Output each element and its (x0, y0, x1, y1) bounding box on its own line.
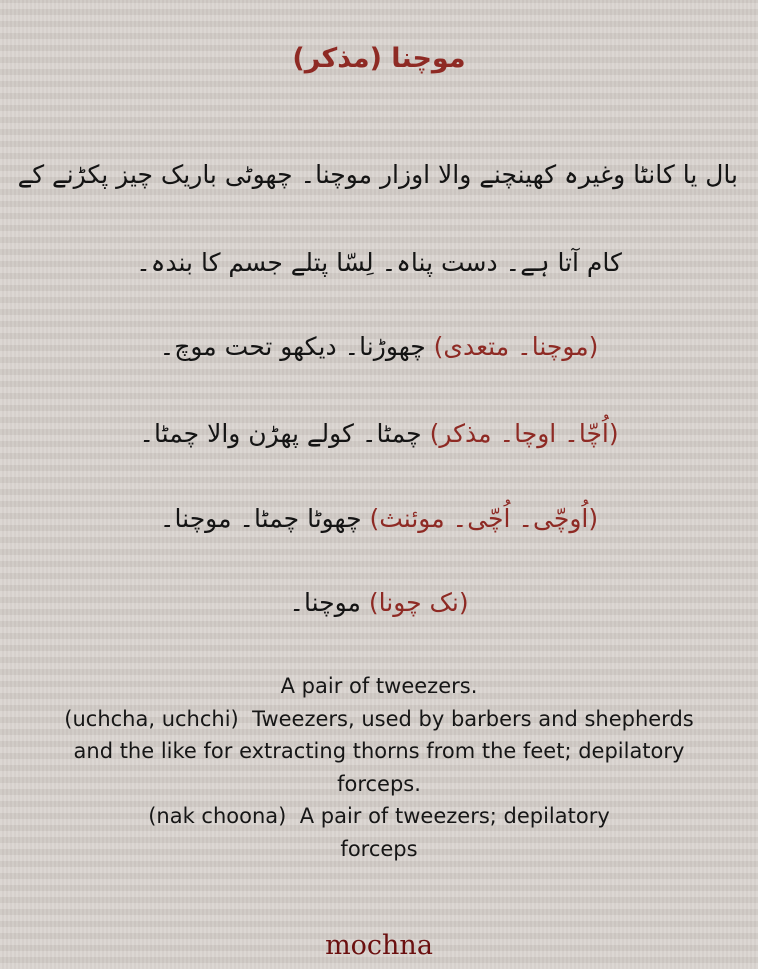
entry-uchchi (0, 502, 758, 536)
entry-text: چھوٹا چمٹا۔ موچنا۔ (159, 504, 362, 533)
headword-title: موچنا (مذکر) (292, 43, 466, 74)
entry-tag: (اُوچّی۔ اُچّی۔ موئنث) (369, 504, 599, 533)
english-line: forceps (340, 836, 418, 861)
entry-tag: (اُچّا۔ اوچا۔ مذکر) (429, 419, 619, 448)
entry-nak-choona (0, 586, 758, 620)
definition-line-2: کام آتا ہے۔ دست پناہ۔ لِسّا پتلے جسم کا بندہ۔ (136, 248, 622, 277)
english-line: A pair of tweezers. (280, 674, 478, 698)
english-translation (0, 670, 758, 865)
transliteration-footer: mochna (325, 930, 433, 961)
entry-tag: (موچنا۔ متعدی) (433, 332, 599, 361)
english-line: (nak choona) A pair of tweezers; depilatory (148, 804, 610, 828)
entry-text: چھوڑنا۔ دیکھو تحت موچ۔ (159, 332, 426, 361)
entry-text: موچنا۔ (289, 588, 361, 617)
english-line: (uchcha, uchchi) Tweezers, used by barbers and shepherds (64, 706, 694, 731)
english-line: forceps. (337, 771, 421, 796)
definition-line-1: بال یا کانٹا وغیرہ کھینچنے والا اوزار موچنا۔ چھوٹی باریک چیز پکڑنے کے (17, 160, 738, 189)
entry-uchcha (0, 417, 758, 451)
entry-mochna-transitive (0, 330, 758, 364)
english-line: and the like for extracting thorns from the feet; depilatory (73, 739, 685, 763)
entry-text: چمٹا۔ کولے پھڑن والا چمٹا۔ (139, 419, 422, 448)
entry-tag: (نک چونا) (368, 588, 469, 617)
